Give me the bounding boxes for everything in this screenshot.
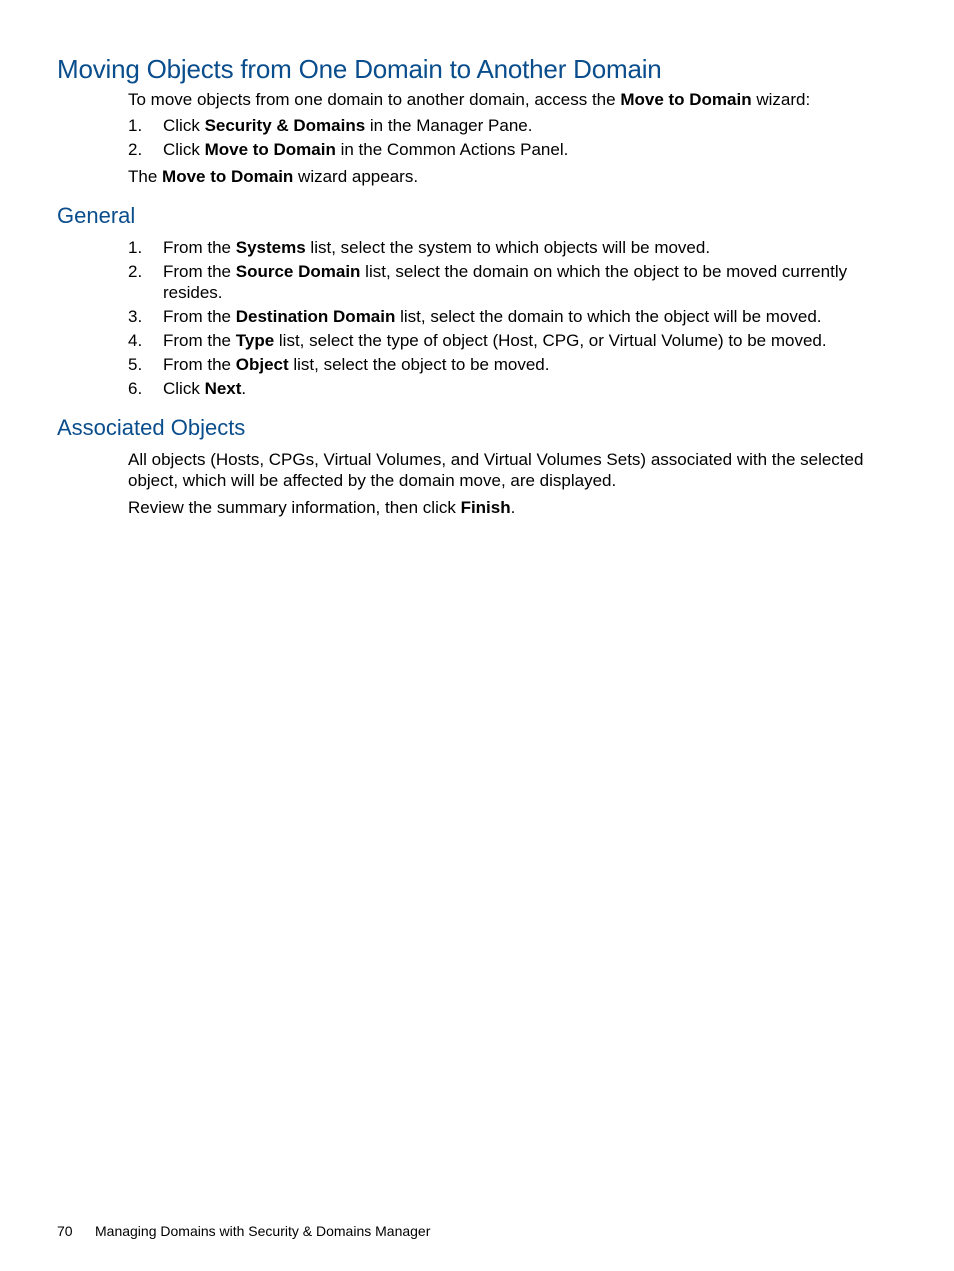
step-text-end: in the Common Actions Panel. <box>335 140 569 159</box>
step-bold: Next <box>204 379 242 398</box>
page-footer <box>57 1222 430 1240</box>
step-text-end: in the Manager Pane. <box>365 116 533 135</box>
step-text: From the <box>163 331 236 350</box>
list-item <box>128 306 868 327</box>
step-text: From the <box>163 238 236 257</box>
wizard-note <box>128 166 868 187</box>
step-text-end: list, select the object to be moved. <box>288 355 550 374</box>
step-text-end: list, select the system to which objects will be moved. <box>305 238 711 257</box>
step-text: Click <box>163 140 205 159</box>
list-item <box>128 237 868 258</box>
step-number: 1. <box>128 238 143 257</box>
list-item <box>128 139 868 160</box>
review-text: Review the summary information, then click <box>128 498 461 517</box>
review-paragraph <box>128 497 868 518</box>
associated-paragraph: All objects (Hosts, CPGs, Virtual Volumes, and Virtual Volumes Sets) associated with the selected object, which will be affected by the domain move, are displayed. <box>128 450 864 490</box>
list-item <box>128 330 868 351</box>
general-heading: General <box>57 203 136 228</box>
intro-paragraph <box>128 89 868 110</box>
list-item <box>128 261 868 303</box>
intro-steps-list <box>128 115 868 163</box>
review-text-end: . <box>510 498 516 517</box>
note-text: The <box>128 167 163 186</box>
step-bold: Source Domain <box>235 262 361 281</box>
step-text: From the <box>163 262 236 281</box>
step-text-end: list, select the type of object (Host, CPG, or Virtual Volume) to be moved. <box>274 331 827 350</box>
intro-text-end: wizard: <box>751 90 811 109</box>
step-bold: Security & Domains <box>204 116 366 135</box>
step-bold: Destination Domain <box>235 307 396 326</box>
note-text-end: wizard appears. <box>293 167 419 186</box>
step-bold: Object <box>235 355 289 374</box>
intro-bold: Move to Domain <box>620 90 752 109</box>
step-text-end: list, select the domain to which the object will be moved. <box>395 307 822 326</box>
step-number: 2. <box>128 140 143 159</box>
step-text: From the <box>163 355 236 374</box>
step-number: 2. <box>128 262 143 281</box>
step-number: 3. <box>128 307 143 326</box>
step-number: 5. <box>128 355 143 374</box>
step-text-end: list, select the domain on which the object to be moved currently resides. <box>163 262 848 302</box>
list-item <box>128 115 868 136</box>
note-bold: Move to Domain <box>162 167 294 186</box>
step-text: From the <box>163 307 236 326</box>
page-number: 70 <box>57 1223 73 1239</box>
step-bold: Type <box>235 331 275 350</box>
page-title: Moving Objects from One Domain to Another Domain <box>57 54 662 84</box>
list-item <box>128 354 868 375</box>
step-bold: Systems <box>235 238 306 257</box>
step-text: Click <box>163 379 205 398</box>
step-bold: Move to Domain <box>204 140 336 159</box>
step-number: 6. <box>128 379 143 398</box>
general-steps-list <box>128 237 868 402</box>
step-text-end: . <box>241 379 247 398</box>
footer-text: Managing Domains with Security & Domains Manager <box>95 1223 431 1239</box>
step-text: Click <box>163 116 205 135</box>
step-number: 1. <box>128 116 143 135</box>
review-bold: Finish <box>460 498 511 517</box>
step-number: 4. <box>128 331 143 350</box>
associated-objects-heading: Associated Objects <box>57 415 246 440</box>
intro-text: To move objects from one domain to another domain, access the <box>128 90 621 109</box>
list-item <box>128 378 868 399</box>
